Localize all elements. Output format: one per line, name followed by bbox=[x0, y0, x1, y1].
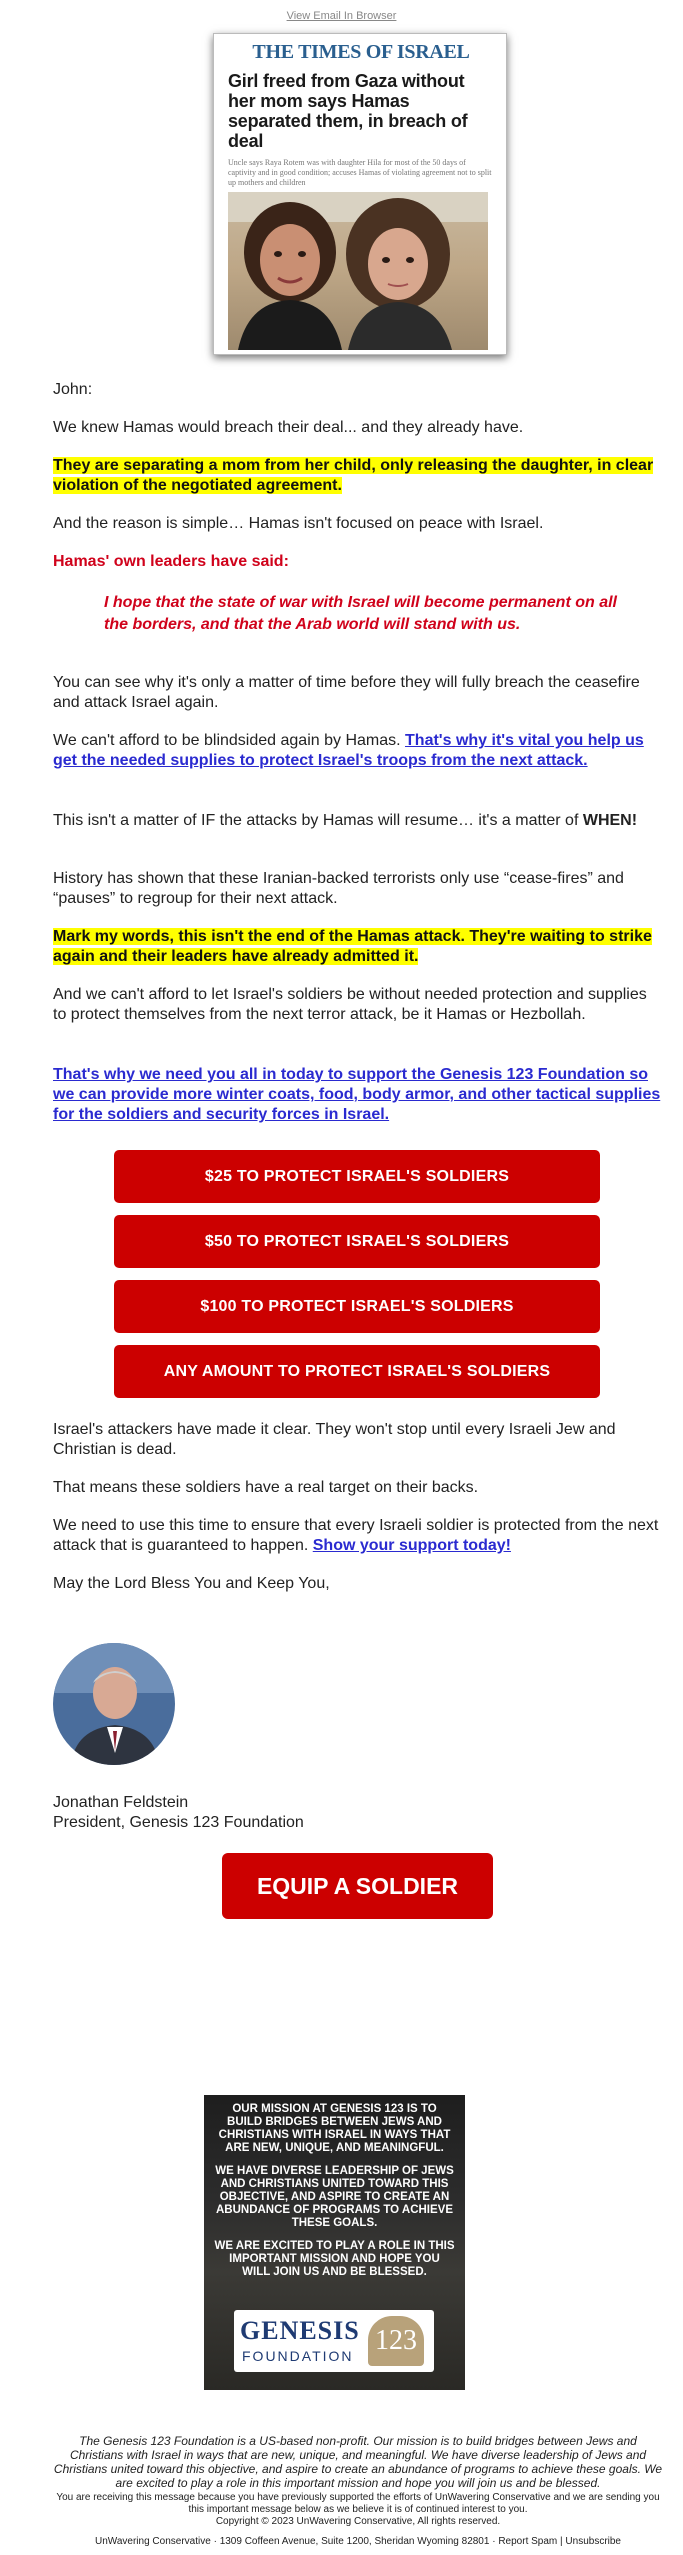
paragraph-3: And the reason is simple… Hamas isn't focused on peace with Israel. bbox=[53, 515, 544, 532]
footer-address-line1: 1309 Coffeen Avenue, Suite 1200, bbox=[219, 2536, 372, 2547]
paragraph-8 bbox=[53, 927, 663, 967]
donate-25-button[interactable]: $25 TO PROTECT ISRAEL'S SOLDIERS bbox=[114, 1150, 600, 1203]
hamas-quote: I hope that the state of war with Israel will become permanent on all the borders, and that the Arab world will stand with us. bbox=[104, 594, 617, 633]
show-support-link[interactable]: Show your support today! bbox=[312, 1537, 511, 1554]
report-spam-link[interactable]: Report Spam bbox=[498, 2536, 558, 2547]
paragraph-1: We knew Hamas would breach their deal... and they already have. bbox=[53, 419, 524, 436]
article-headline: Girl freed from Gaza without her mom says Hamas separated them, in breach of deal bbox=[228, 71, 468, 151]
footer-notice: You are receiving this message because you have previously supported the efforts of UnWavering Conservative and we are sending you this important message below as we believe it is of continued interest to you. bbox=[56, 2492, 660, 2515]
footer-copyright: Copyright © 2023 UnWavering Conservative, All rights reserved. bbox=[215, 2516, 501, 2527]
mission-text-3: WE ARE EXCITED TO PLAY A ROLE IN THIS IMPORTANT MISSION AND HOPE YOU WILL JOIN US AND BE BLESSED. bbox=[214, 2240, 455, 2278]
logo-number: 123 bbox=[368, 2316, 424, 2366]
article-photo bbox=[228, 192, 488, 350]
paragraph-6 bbox=[53, 811, 663, 831]
highlighted-text: Mark my words, this isn't the end of the Hamas attack. They're waiting to strike again and their leaders have already admitted it. bbox=[53, 928, 652, 965]
support-genesis-link[interactable]: That's why we need you all in today to support the Genesis 123 Foundation so we can provide more winter coats, food, body armor, and other tactical supplies for the soldiers and security forces in Israel. bbox=[53, 1066, 661, 1123]
paragraph-2 bbox=[53, 456, 663, 496]
footer-org: UnWavering Conservative bbox=[95, 2536, 211, 2547]
equip-a-soldier-button[interactable]: EQUIP A SOLDIER bbox=[222, 1853, 493, 1919]
unsubscribe-link[interactable]: Unsubscribe bbox=[565, 2536, 621, 2547]
article-masthead: THE TIMES OF ISRAEL bbox=[252, 41, 470, 63]
paragraph-13 bbox=[53, 1516, 663, 1556]
signer-title: President, Genesis 123 Foundation bbox=[53, 1814, 304, 1831]
supplies-link[interactable]: That's why it's vital you help us get the needed supplies to protect Israel's troops from the next attack. bbox=[53, 732, 644, 769]
paragraph-10 bbox=[53, 1065, 663, 1125]
paragraph-9: And we can't afford to let Israel's soldiers be without needed protection and supplies to protect themselves from the next terror attack, be it Hamas or Hezbollah. bbox=[53, 986, 647, 1023]
mission-banner bbox=[204, 2095, 465, 2390]
paragraph-4: You can see why it's only a matter of time before they will fully breach the ceasefire and attack Israel again. bbox=[53, 674, 640, 711]
article-image[interactable] bbox=[213, 33, 507, 355]
footer-address-line2: Sheridan Wyoming 82801 bbox=[374, 2536, 490, 2547]
highlighted-text: They are separating a mom from her child, only releasing the daughter, in clear violation of the negotiated agreement. bbox=[53, 457, 654, 494]
donate-50-button[interactable]: $50 TO PROTECT ISRAEL'S SOLDIERS bbox=[114, 1215, 600, 1268]
donate-any-amount-button[interactable]: ANY AMOUNT TO PROTECT ISRAEL'S SOLDIERS bbox=[114, 1345, 600, 1398]
view-in-browser-link[interactable]: View Email In Browser bbox=[286, 10, 397, 22]
avatar bbox=[53, 1643, 175, 1765]
genesis-logo bbox=[234, 2310, 434, 2372]
paragraph-13-text: We need to use this time to ensure that every Israeli soldier is protected from the next attack that is guaranteed to happen. bbox=[53, 1517, 659, 1554]
paragraph-7: History has shown that these Iranian-backed terrorists only use “cease-fires” and “pauses” to regroup for their next attack. bbox=[53, 870, 624, 907]
mission-text-2: WE HAVE DIVERSE LEADERSHIP OF JEWS AND CHRISTIANS UNITED TOWARD THIS OBJECTIVE, AND ASPIRE TO CREATE AN ABUNDANCE OF PROGRAMS TO ACHIEVE THESE GOALS. bbox=[215, 2165, 454, 2229]
footer-separator: | bbox=[557, 2536, 566, 2547]
donate-100-button[interactable]: $100 TO PROTECT ISRAEL'S SOLDIERS bbox=[114, 1280, 600, 1333]
footer-address: UnWavering Conservative · 1309 Coffeen Avenue, Suite 1200, Sheridan Wyoming 82801 · Report Spam | Unsubscribe bbox=[95, 2536, 621, 2547]
paragraph-6-text: This isn't a matter of IF the attacks by Hamas will resume… it's a matter of bbox=[53, 812, 579, 829]
logo-subtitle: FOUNDATION bbox=[242, 2348, 354, 2364]
article-subheadline: Uncle says Raya Rotem was with daughter Hila for most of the 50 days of captivity and in good condition; accuses Hamas of violating agreement not to split up mothers and children bbox=[228, 158, 492, 187]
blessing: May the Lord Bless You and Keep You, bbox=[53, 1575, 330, 1592]
mission-text-1: OUR MISSION AT GENESIS 123 IS TO BUILD BRIDGES BETWEEN JEWS AND CHRISTIANS WITH ISRAEL IN WAYS THAT ARE NEW, UNIQUE, AND MEANINGFUL. bbox=[218, 2103, 451, 2154]
paragraph-5 bbox=[53, 731, 663, 771]
paragraph-5-text: We can't afford to be blindsided again by Hamas. bbox=[53, 732, 401, 749]
logo-name: GENESIS bbox=[240, 2316, 360, 2345]
signer-name: Jonathan Feldstein bbox=[53, 1794, 189, 1811]
paragraph-11: Israel's attackers have made it clear. They won't stop until every Israeli Jew and Christian is dead. bbox=[53, 1421, 616, 1458]
when-emphasis: WHEN! bbox=[582, 812, 638, 829]
footer-about: The Genesis 123 Foundation is a US-based non-profit. Our mission is to build bridges between Jews and Christians with Israel in ways that are new, unique, and meaningful. We have diverse leadership of Jews and Christians united toward this objective, and aspire to create an abundance of programs to achieve these goals. We are excited to play a role in this important mission and hope you will join us and be blessed. bbox=[53, 2434, 663, 2490]
greeting: John: bbox=[53, 381, 93, 398]
leaders-said-label: Hamas' own leaders have said: bbox=[53, 553, 289, 570]
paragraph-12: That means these soldiers have a real target on their backs. bbox=[53, 1479, 479, 1496]
